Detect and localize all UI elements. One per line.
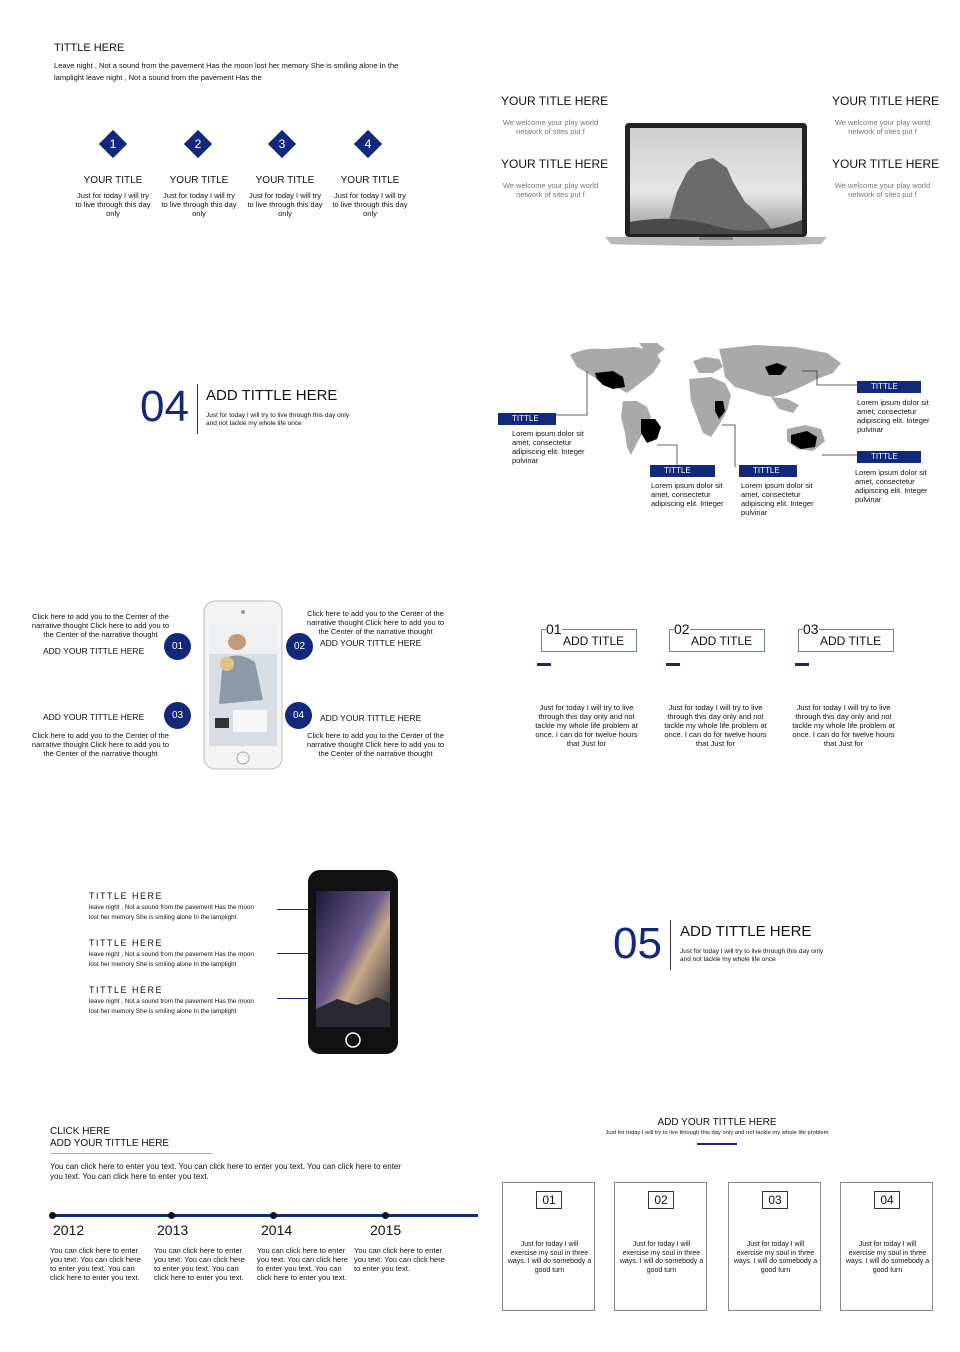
divider xyxy=(197,384,198,434)
slide1-body: Leave night , Not a sound from the pavement Has the moon lost her memory She is smiling alone In the lamplight leave night , Not a sound from the pavement Has the xyxy=(54,61,399,82)
card-text: Just for today I will exercise my soul in three ways. I will do somebody a good turn xyxy=(507,1241,592,1274)
title-underline xyxy=(50,1153,212,1154)
phone-item-title: ADD YOUR TITTLE HERE xyxy=(320,638,422,648)
timeline-dot xyxy=(270,1212,277,1219)
card-04 xyxy=(840,1182,933,1311)
phone-item-text: Click here to add you to the Center of the narrative thought Click here to add you to the Center of the narrative thought xyxy=(306,609,445,636)
accent-bar xyxy=(795,663,809,666)
card-text: Just for today I will exercise my soul in three ways. I will do somebody a good turn xyxy=(619,1241,704,1274)
title-box-label: ADD TITLE xyxy=(820,634,882,648)
timeline-year: 2013 xyxy=(157,1222,189,1238)
card-number: 03 xyxy=(762,1191,788,1209)
diamond-1: 1 xyxy=(99,130,127,158)
diamond-4: 4 xyxy=(354,130,382,158)
laptop-image xyxy=(605,122,827,248)
list-text: leave night , Not a sound from the pavement Has the moon lost her memory She is smiling alone In the lamplight xyxy=(89,904,254,921)
diamond-2: 2 xyxy=(184,130,212,158)
block-title: YOUR TITLE HERE xyxy=(501,94,609,108)
title-box-number: 03 xyxy=(803,621,819,637)
item-title: YOUR TITLE xyxy=(340,175,400,186)
title-box-label: ADD TITLE xyxy=(563,634,625,648)
timeline-year: 2012 xyxy=(53,1222,85,1238)
section-subtitle: Just for today I will try to live through this day only and not tackle my whole life once xyxy=(206,412,350,427)
section-subtitle: Just for today I will try to live through this day only and not tackle my whole life once xyxy=(680,948,824,963)
phone-item-text: Click here to add you to the Center of the narrative thought Click here to add you to the Center of the narrative thought xyxy=(31,731,170,758)
item-text: Just for today I will try to live through this day only xyxy=(247,191,323,218)
timeline-dot xyxy=(49,1212,56,1219)
list-title: TITTLE HERE xyxy=(89,938,164,948)
block-text: We welcome your play world network of sites put f xyxy=(502,118,599,136)
phone-item-title: ADD YOUR TITTLE HERE xyxy=(43,712,145,722)
map-tag-5: TITTLE xyxy=(857,451,921,463)
map-tag-1: TITTLE xyxy=(498,413,556,425)
block-text: We welcome your play world network of sites put f xyxy=(834,118,931,136)
card-03 xyxy=(728,1182,821,1311)
item-title: YOUR TITLE xyxy=(255,175,315,186)
timeline-dot xyxy=(168,1212,175,1219)
phone-item-title: ADD YOUR TITTLE HERE xyxy=(320,713,422,723)
cards-subtitle: Just for today I will try to live through this day only and not tackle my whole life problem xyxy=(605,1130,829,1136)
item-text: Just for today I will try to live through this day only xyxy=(161,191,237,218)
title-box-number: 01 xyxy=(546,621,562,637)
title-box-text: Just for today I will try to live through this day only and not tackle my whole life problem at once. I can do for twelve hours that Just for xyxy=(792,703,895,748)
item-title: YOUR TITLE xyxy=(169,175,229,186)
card-number: 02 xyxy=(648,1191,674,1209)
accent-bar xyxy=(697,1143,737,1145)
badge-03: 03 xyxy=(164,702,191,729)
card-01 xyxy=(502,1182,595,1311)
item-text: Just for today I will try to live through this day only xyxy=(75,191,151,218)
map-tag-3: TITTLE xyxy=(739,465,797,477)
timeline-line xyxy=(50,1214,478,1217)
list-text: leave night , Not a sound from the pavement Has the moon lost her memory She is smiling alone In the lamplight xyxy=(89,951,254,968)
block-text: We welcome your play world network of sites put f xyxy=(502,181,599,199)
section-number: 05 xyxy=(613,919,662,968)
map-tag-text-5: Lorem ipsum dolor sit amet, consectetur adipiscing elit. Integer pulvinar xyxy=(855,468,928,504)
timeline-text: You can click here to enter you text. You can click here to enter you text. You can click here to enter you text. xyxy=(50,1246,141,1282)
timeline-text: You can click here to enter you text. You can click here to enter you text. xyxy=(354,1246,445,1273)
title-box-text: Just for today I will try to live through this day only and not tackle my whole life problem at once. I can do for twelve hours that Just for xyxy=(535,703,638,748)
section-title: ADD TITTLE HERE xyxy=(680,923,812,940)
card-number: 01 xyxy=(536,1191,562,1209)
accent-bar xyxy=(666,663,680,666)
list-title: TITTLE HERE xyxy=(89,891,164,901)
map-tag-4: TITTLE xyxy=(857,381,921,393)
map-tag-text-3: Lorem ipsum dolor sit amet, consectetur adipiscing elit. Integer pulvinar xyxy=(741,481,814,517)
block-text: We welcome your play world network of sites put f xyxy=(834,181,931,199)
map-tag-text-1: Lorem ipsum dolor sit amet, consectetur adipiscing elit. Integer pulvinar xyxy=(512,429,585,465)
accent-bar xyxy=(537,663,551,666)
phone-item-text: Click here to add you to the Center of the narrative thought Click here to add you to the Center of the narrative thought xyxy=(31,612,170,639)
slide1-title: TITTLE HERE xyxy=(54,42,125,54)
timeline-text: You can click here to enter you text. You can click here to enter you text. You can click here to enter you text. xyxy=(257,1246,348,1282)
title-box-text: Just for today I will try to live through this day only and not tackle my whole life problem at once. I can do for twelve hours that Just for xyxy=(664,703,767,748)
timeline-title-1: CLICK HERE xyxy=(50,1126,111,1137)
section-number: 04 xyxy=(140,382,189,431)
timeline-title-2: ADD YOUR TITTLE HERE xyxy=(50,1138,170,1149)
block-title: YOUR TITLE HERE xyxy=(832,157,940,171)
map-tag-text-4: Lorem ipsum dolor sit amet, consectetur adipiscing elit. Integer pulvinar xyxy=(857,398,930,434)
badge-04: 04 xyxy=(285,702,312,729)
timeline-body: You can click here to enter you text. You can click here to enter you text. You can click here to enter you text. You can click here to enter you text. xyxy=(50,1162,402,1181)
black-phone-image xyxy=(307,869,399,1055)
divider xyxy=(670,920,671,970)
card-text: Just for today I will exercise my soul in three ways. I will do somebody a good turn xyxy=(733,1241,818,1274)
list-title: TITTLE HERE xyxy=(89,985,164,995)
list-text: leave night , Not a sound from the pavement Has the moon lost her memory She is smiling alone In the lamplight xyxy=(89,998,254,1015)
section-title: ADD TITTLE HERE xyxy=(206,387,338,404)
white-phone-image xyxy=(203,600,283,770)
phone-item-text: Click here to add you to the Center of the narrative thought Click here to add you to the Center of the narrative thought xyxy=(306,731,445,758)
card-number: 04 xyxy=(874,1191,900,1209)
title-box-number: 02 xyxy=(674,621,690,637)
cards-title: ADD YOUR TITTLE HERE xyxy=(657,1117,777,1128)
item-text: Just for today I will try to live through this day only xyxy=(332,191,408,218)
timeline-year: 2014 xyxy=(261,1222,293,1238)
block-title: YOUR TITLE HERE xyxy=(832,94,940,108)
title-box-label: ADD TITLE xyxy=(691,634,753,648)
map-tag-2: TITTLE xyxy=(650,465,715,477)
badge-02: 02 xyxy=(286,633,313,660)
card-02 xyxy=(614,1182,707,1311)
diamond-3: 3 xyxy=(268,130,296,158)
timeline-year: 2015 xyxy=(370,1222,402,1238)
card-text: Just for today I will exercise my soul in three ways. I will do somebody a good turn xyxy=(845,1241,930,1274)
phone-item-title: ADD YOUR TITTLE HERE xyxy=(43,646,145,656)
badge-01: 01 xyxy=(164,633,191,660)
timeline-dot xyxy=(382,1212,389,1219)
item-title: YOUR TITLE xyxy=(83,175,143,186)
block-title: YOUR TITLE HERE xyxy=(501,157,609,171)
map-tag-text-2: Lorem ipsum dolor sit amet, consectetur adipiscing elit. Integer xyxy=(651,481,724,508)
timeline-text: You can click here to enter you text. You can click here to enter you text. You can click here to enter you text. xyxy=(154,1246,245,1282)
